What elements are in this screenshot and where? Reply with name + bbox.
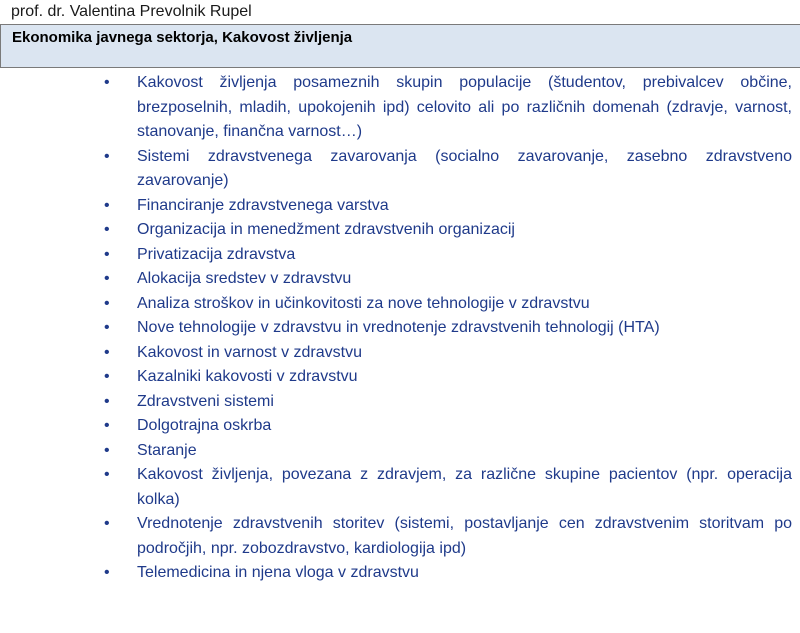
topic-text: Staranje	[137, 441, 197, 459]
topic-list-item	[0, 218, 800, 243]
topic-list-item	[0, 561, 800, 586]
topic-list-item	[0, 341, 800, 366]
topic-text: Telemedicina in njena vloga v zdravstvu	[137, 564, 419, 581]
bullet-icon: •	[104, 368, 110, 385]
bullet-icon: •	[104, 147, 110, 165]
bullet-icon: •	[104, 294, 110, 312]
topic-text: Organizacija in menedžment zdravstvenih organizacij	[137, 221, 515, 238]
topic-list-item	[0, 267, 800, 292]
bullet-icon: •	[104, 221, 110, 238]
topic-list-item	[0, 414, 800, 439]
topic-text: Kazalniki kakovosti v zdravstvu	[137, 368, 358, 385]
topic-list-item	[0, 194, 800, 219]
topic-text: Zdravstveni sistemi	[137, 392, 274, 410]
bullet-icon: •	[104, 270, 110, 287]
topic-text: Privatizacija zdravstva	[137, 245, 296, 263]
bullet-icon: •	[104, 441, 110, 459]
topic-list-item	[0, 292, 800, 317]
topic-text: Kakovost in varnost v zdravstvu	[137, 343, 362, 361]
bullet-icon: •	[104, 392, 110, 410]
topic-text: Financiranje zdravstvenega varstva	[137, 196, 389, 214]
topic-text: Nove tehnologije v zdravstvu in vrednotenje zdravstvenih tehnologij (HTA)	[137, 319, 660, 336]
course-title-cell	[0, 24, 800, 68]
bullet-icon: •	[104, 196, 110, 214]
author-name: prof. dr. Valentina Prevolnik Rupel	[11, 3, 252, 20]
topic-list-item	[0, 145, 800, 194]
topic-text: Analiza stroškov in učinkovitosti za nove tehnologije v zdravstvu	[137, 294, 590, 312]
topic-list	[0, 71, 800, 586]
bullet-icon: •	[104, 245, 110, 263]
topic-list-item	[0, 439, 800, 464]
bullet-icon: •	[104, 319, 110, 336]
topic-text: Kakovost življenja posameznih skupin populacije (študentov, prebivalcev občine, brezposelnih, mladih, upokojenih ipd) celovito ali po različnih domenah (zdravje, varnost, stanovanje, finančna varnost…)	[137, 74, 792, 140]
topic-text: Kakovost življenja, povezana z zdravjem, za različne skupine pacientov (npr. operacija kolka)	[137, 466, 792, 508]
bullet-icon: •	[104, 417, 110, 434]
topic-list-item	[0, 512, 800, 561]
topic-list-item	[0, 390, 800, 415]
bullet-icon: •	[104, 343, 110, 361]
bullet-icon: •	[104, 515, 110, 532]
topic-text: Dolgotrajna oskrba	[137, 417, 272, 434]
bullet-icon: •	[104, 74, 110, 91]
bullet-icon: •	[104, 564, 110, 581]
topic-list-item	[0, 316, 800, 341]
topic-list-item	[0, 71, 800, 145]
topic-list-item	[0, 463, 800, 512]
topic-text: Alokacija sredstev v zdravstvu	[137, 270, 352, 287]
course-title: Ekonomika javnega sektorja, Kakovost življenja	[12, 29, 353, 46]
topic-text: Vrednotenje zdravstvenih storitev (sistemi, postavljanje cen zdravstvenim storitvam po področjih, npr. zobozdravstvo, kardiologija ipd)	[137, 515, 792, 557]
topic-list-item	[0, 243, 800, 268]
topic-list-item	[0, 365, 800, 390]
topic-text: Sistemi zdravstvenega zavarovanja (socialno zavarovanje, zasebno zdravstveno zavarovanje)	[137, 147, 792, 189]
bullet-icon: •	[104, 466, 110, 483]
